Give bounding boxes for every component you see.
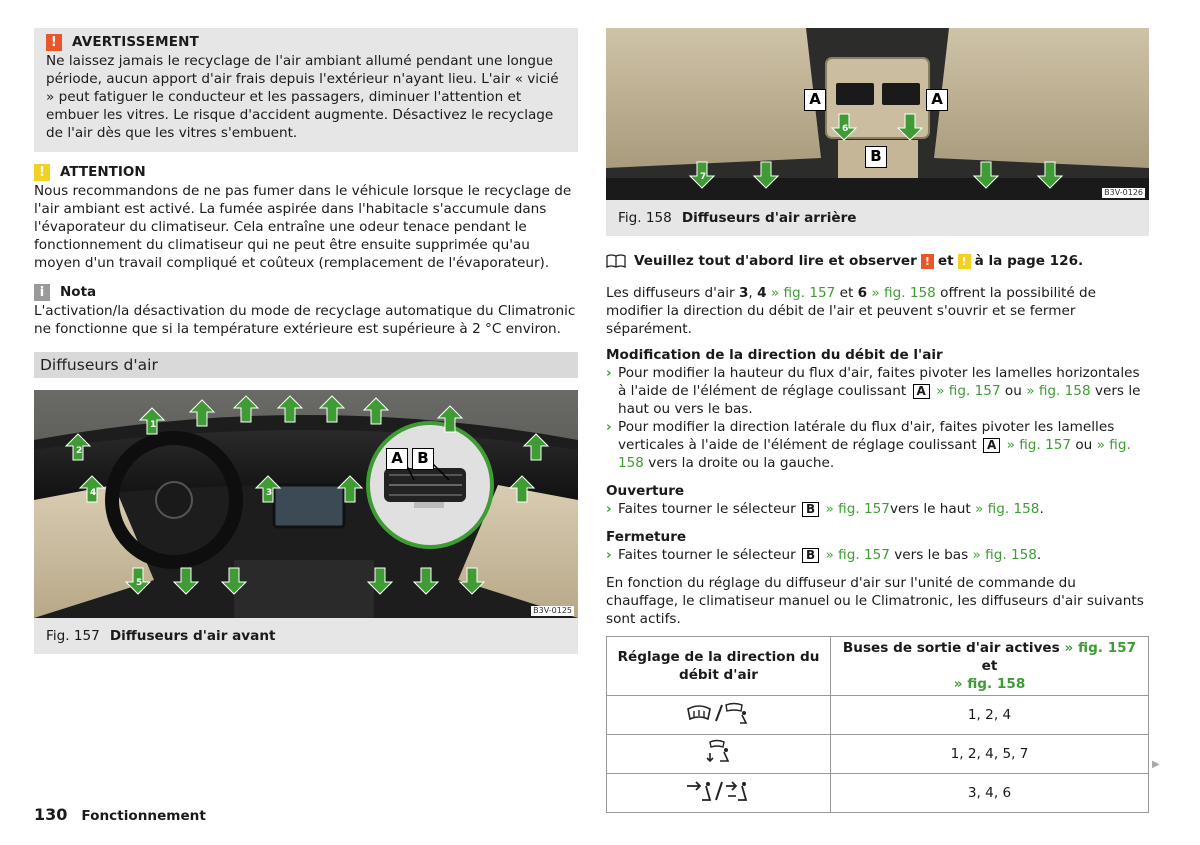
label-b: B — [865, 146, 887, 168]
note-heading — [34, 282, 578, 302]
close-t2: vers le bas — [894, 547, 969, 563]
warning-box — [34, 28, 578, 152]
air-direction-table — [606, 636, 1149, 813]
fig-ref-link[interactable]: » fig. 158 — [953, 676, 1026, 692]
list-item — [606, 364, 1149, 418]
front-dashboard-illustration — [34, 390, 578, 618]
fig-ref-link[interactable]: » fig. 158 — [1026, 383, 1091, 399]
figure-title: Diffuseurs d'air arrière — [681, 210, 857, 226]
list-item — [606, 500, 1149, 518]
bullet-text — [618, 418, 1149, 472]
closing-heading: Fermeture — [606, 529, 687, 545]
column-header-nozzles — [831, 637, 1149, 696]
chevron-right-icon: › — [606, 547, 612, 563]
fig-ref-link[interactable]: » fig. 157 — [936, 383, 1001, 399]
arrow-icon — [334, 474, 368, 504]
key-b: B — [802, 502, 819, 517]
key-a: A — [913, 384, 930, 399]
figure-158 — [606, 28, 1149, 236]
opening-section — [606, 482, 1149, 518]
bullet-text — [618, 500, 1044, 518]
figure-number: Fig. 158 — [618, 210, 672, 226]
open-t3: . — [1039, 501, 1044, 517]
setting-cell — [607, 696, 831, 735]
b2-t2: ou — [1075, 437, 1093, 453]
modification-heading: Modification de la direction du débit de l'air — [606, 347, 943, 363]
arrow-icon — [506, 474, 540, 504]
setting-cell — [607, 774, 831, 813]
next-page-icon[interactable]: ▶ — [1152, 759, 1160, 770]
intro-t3: et — [835, 285, 858, 301]
setting-cell — [607, 735, 831, 774]
intro-paragraph — [606, 284, 1149, 338]
b2-t1: Pour modifier la direction latérale du flux d'air, faites pivoter les lamelles verticales à l'aide de l'élément de réglage coulissant — [618, 419, 1115, 453]
h2-mid: et — [981, 658, 998, 674]
arrow-icon — [360, 396, 394, 426]
vent-number-5: 5 — [136, 578, 143, 588]
rear-vents-image — [606, 28, 1149, 200]
figure-caption — [606, 200, 1149, 236]
opening-heading: Ouverture — [606, 483, 685, 499]
vent-number-3: 3 — [266, 488, 273, 498]
fig-ref-link[interactable]: » fig. 158 — [867, 285, 936, 301]
fig-ref-link[interactable]: » fig. 157 — [1006, 437, 1072, 453]
fig-ref-link[interactable]: » fig. 158 — [972, 547, 1037, 563]
key-a: A — [983, 438, 1000, 453]
fig-ref-link[interactable]: » fig. 157 — [1064, 640, 1137, 656]
vent-number-2: 2 — [76, 446, 83, 456]
modification-section — [606, 346, 1149, 472]
vent-number-7: 7 — [700, 172, 707, 182]
fig-ref-link[interactable]: » fig. 158 — [975, 501, 1040, 517]
fig-ref-link[interactable]: » fig. 158 — [618, 437, 1131, 471]
bullet-text — [618, 546, 1041, 564]
list-item — [606, 418, 1149, 472]
figure-157 — [34, 390, 578, 654]
attention-icon: ! — [958, 254, 971, 269]
arrow-icon — [316, 394, 350, 424]
table-row — [607, 735, 1149, 774]
table-header-row — [607, 637, 1149, 696]
b2-t3: vers la droite ou la gauche. — [648, 455, 835, 471]
attention-text: Nous recommandons de ne pas fumer dans le véhicule lorsque le recyclage de l'air ambiant est activé. La fumée aspirée dans l'habitacle s'accumule dans l'évaporateur du climatiseur. Cela entraîne une odeur tenace pendant le fonctionnement du climatiseur qui ne peut être ensuite supprimée qu'au moyen d'un travail compliqué et coûteux (remplacement de l'évaporateur). — [34, 183, 572, 271]
label-b: B — [412, 448, 434, 470]
list-item — [606, 546, 1149, 564]
arrow-icon — [186, 398, 220, 428]
vent-number-6: 6 — [842, 124, 849, 134]
left-column — [34, 28, 578, 654]
chevron-right-icon: › — [606, 365, 612, 381]
arrow-icon — [364, 566, 398, 596]
arrow-icon — [970, 160, 1004, 190]
table-row — [607, 696, 1149, 735]
warning-text: Ne laissez jamais le recyclage de l'air ambiant allumé pendant une longue période, aucun apport d'air frais depuis l'extérieur n'ayant lieu. L'air « vicié » peut fatiguer le conducteur et les passagers, diminuer l'attention et embuer les vitres. Le risque d'accident augmente. Désactivez le recyclage de l'air dès que les vitres s'embuent. — [46, 53, 559, 141]
arrow-icon — [230, 394, 264, 424]
nozzles-cell: 1, 2, 4 — [831, 696, 1149, 735]
arrow-icon — [170, 566, 204, 596]
book-icon — [606, 254, 626, 268]
arrow-icon — [218, 566, 252, 596]
defrost-feet-icon — [702, 739, 736, 765]
front-vents-image — [34, 390, 578, 618]
close-t1: Faites tourner le sélecteur — [618, 547, 796, 563]
h2-text: Buses de sortie d'air actives — [842, 640, 1060, 656]
warning-title: AVERTISSEMENT — [72, 34, 200, 50]
note-block — [34, 282, 578, 338]
intro-t4: offrent la possibilité de modifier la direction du débit de l'air et peuvent s'ouvrir et se fermer séparément. — [606, 285, 1097, 337]
arrow-icon — [456, 566, 490, 596]
attention-icon: ! — [34, 164, 50, 181]
chevron-right-icon: › — [606, 501, 612, 517]
b1-t3: vers le haut ou vers le bas. — [618, 383, 1141, 417]
page-number: 130 — [34, 805, 68, 824]
attention-block — [34, 162, 578, 272]
arrow-icon — [410, 566, 444, 596]
intro-t1: Les diffuseurs d'air — [606, 285, 739, 301]
section-title: Diffuseurs d'air — [34, 352, 578, 378]
label-a-right: A — [926, 89, 948, 111]
arrow-icon — [520, 432, 554, 462]
nozzles-cell: 1, 2, 4, 5, 7 — [831, 735, 1149, 774]
function-paragraph: En fonction du réglage du diffuseur d'air sur l'unité de commande du chauffage, le climatiseur manuel ou le Climatronic, les diffuseurs d'air suivants sont actifs. — [606, 575, 1144, 627]
figure-code: B3V-0126 — [1104, 188, 1143, 197]
b1-t1: Pour modifier la hauteur du flux d'air, faites pivoter les lamelles horizontales à l'aide de l'élément de réglage coulissant — [618, 365, 1140, 399]
right-column — [606, 28, 1149, 813]
intro-t2: , — [748, 285, 758, 301]
label-a-left: A — [804, 89, 826, 111]
warning-icon: ! — [921, 254, 934, 269]
windshield-defrost-icon — [684, 701, 754, 725]
upper-body-airflow-icon — [684, 778, 754, 804]
figure-number: Fig. 157 — [46, 628, 100, 644]
footer-section: Fonctionnement — [81, 808, 206, 824]
arrow-icon — [894, 112, 928, 142]
read-first-line — [606, 252, 1149, 270]
info-icon: i — [34, 284, 50, 301]
intro-n6: 6 — [857, 285, 868, 301]
intro-n3: 3 — [738, 285, 749, 301]
arrow-icon — [1034, 160, 1068, 190]
arrow-icon — [274, 394, 308, 424]
table-row — [607, 774, 1149, 813]
b1-t2: ou — [1004, 383, 1022, 399]
arrow-icon — [434, 404, 468, 434]
note-text: L'activation/la désactivation du mode de recyclage automatique du Climatronic ne fonctionne que si la température extérieure est supérieure à 2 °C environ. — [34, 303, 576, 337]
page-footer — [34, 806, 206, 825]
closing-section — [606, 528, 1149, 564]
vent-number-1: 1 — [150, 420, 157, 430]
figure-title: Diffuseurs d'air avant — [109, 628, 276, 644]
warning-icon: ! — [46, 34, 62, 51]
read-first-post: à la page 126. — [974, 253, 1084, 269]
open-t1: Faites tourner le sélecteur — [618, 501, 796, 517]
attention-heading — [34, 162, 578, 182]
read-first-mid: et — [937, 253, 954, 269]
warning-heading — [46, 32, 568, 52]
fig-ref-link[interactable]: » fig. 157 — [825, 501, 890, 517]
figure-caption — [34, 618, 578, 654]
vent-number-4: 4 — [90, 488, 97, 498]
read-first-pre: Veuillez tout d'abord lire et observer — [634, 253, 917, 269]
label-a: A — [386, 448, 408, 470]
open-t2: vers le haut — [889, 501, 971, 517]
fig-ref-link[interactable]: » fig. 157 — [766, 285, 836, 301]
column-header-setting: Réglage de la direction du débit d'air — [607, 637, 831, 696]
fig-ref-link[interactable]: » fig. 157 — [825, 547, 890, 563]
key-b: B — [802, 548, 819, 563]
arrow-icon — [750, 160, 784, 190]
intro-n4: 4 — [757, 285, 767, 301]
attention-title: ATTENTION — [60, 164, 146, 180]
note-title: Nota — [60, 284, 97, 300]
nozzles-cell: 3, 4, 6 — [831, 774, 1149, 813]
close-t3: . — [1036, 547, 1042, 563]
chevron-right-icon: › — [606, 419, 612, 435]
bullet-text — [618, 364, 1149, 418]
figure-code: B3V-0125 — [533, 606, 572, 615]
